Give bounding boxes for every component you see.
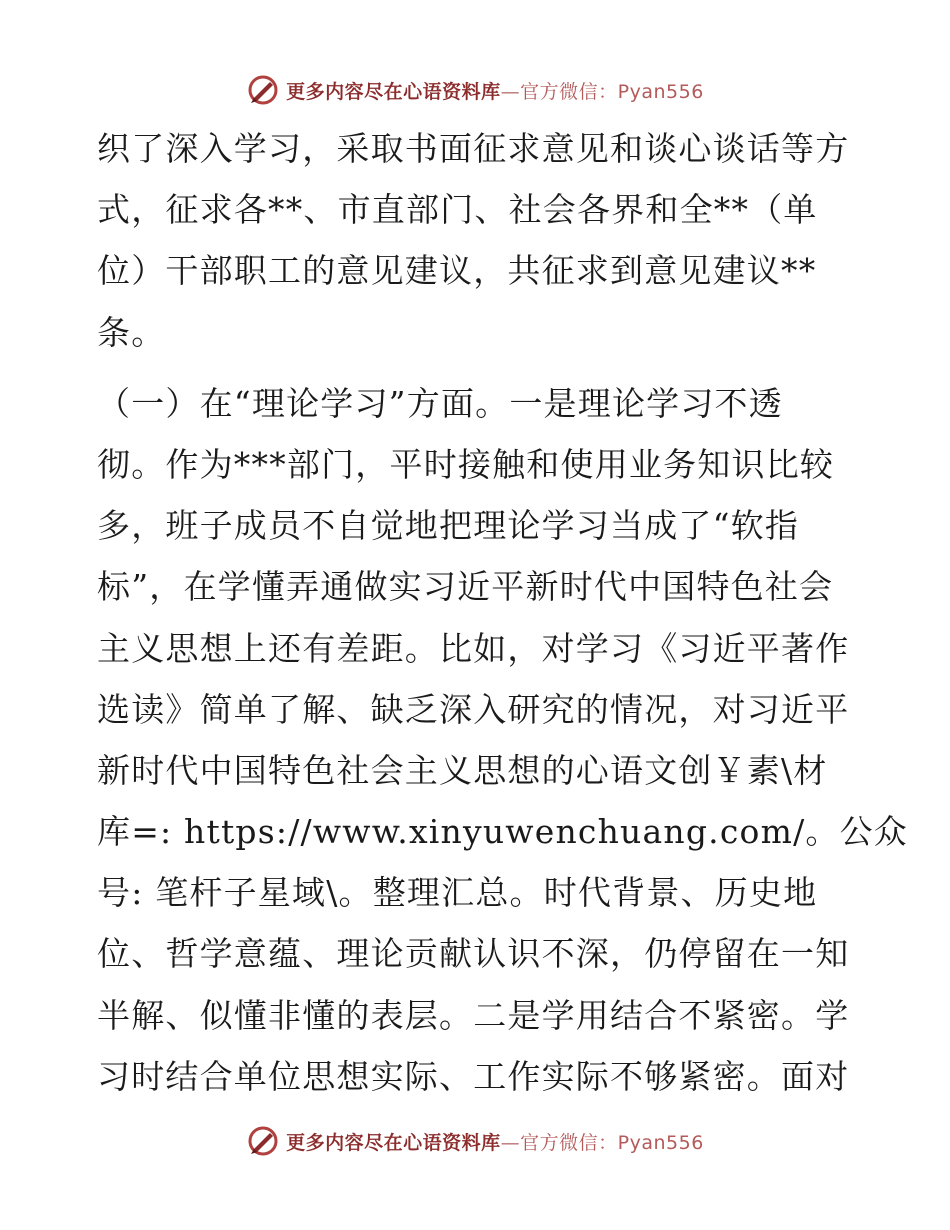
paragraph-2 (97, 373, 908, 1107)
text-line: 新时代中国特色社会主义思想的心语文创￥素\材 (97, 750, 828, 790)
footer-watermark-banner (0, 1121, 950, 1161)
text-line: （一）在“理论学习”方面。一是理论学习不透 (97, 383, 783, 423)
text-line: 号: 笔杆子星域\。整理汇总。时代背景、历史地 (97, 873, 818, 913)
banner-dash: — (500, 1131, 521, 1154)
text-line: 主义思想上还有差距。比如，对学习《习近平著作 (97, 628, 850, 668)
banner-text (286, 77, 704, 104)
text-line: 库=: https://www.xinyuwenchuang.com/。公众 (97, 812, 908, 852)
text-line: 位）干部职工的意见建议，共征求到意见建议** (97, 251, 817, 291)
document-body (97, 118, 908, 1107)
text-line: 选读》简单了解、缺乏深入研究的情况，对习近平 (97, 689, 850, 729)
text-line: 多，班子成员不自觉地把理论学习当成了“软指 (97, 506, 800, 546)
text-line: 标”，在学懂弄通做实习近平新时代中国特色社会 (97, 567, 834, 607)
text-line: 习时结合单位思想实际、工作实际不够紧密。面对 (97, 1056, 850, 1096)
banner-sub-text: 官方微信：Pyan556 (520, 80, 704, 103)
text-line: 条。 (97, 312, 166, 352)
banner-main-text: 更多内容尽在心语资料库 (286, 1131, 501, 1154)
banner-sub-text: 官方微信：Pyan556 (520, 1131, 704, 1154)
text-line: 式，征求各**、市直部门、社会各界和全**（单 (97, 190, 818, 230)
banner-dash: — (500, 80, 521, 103)
text-line: 彻。作为***部门，平时接触和使用业务知识比较 (97, 444, 835, 484)
text-line: 位、哲学意蕴、理论贡献认识不深，仍停留在一知 (97, 934, 850, 974)
pen-logo-icon (246, 1124, 280, 1158)
header-watermark-banner (0, 70, 950, 110)
paragraph-1 (97, 118, 857, 363)
text-line: 半解、似懂非懂的表层。二是学用结合不紧密。学 (97, 995, 850, 1035)
text-line: 织了深入学习，采取书面征求意见和谈心谈话等方 (97, 129, 850, 168)
pen-logo-icon (246, 73, 280, 107)
banner-main-text: 更多内容尽在心语资料库 (286, 80, 501, 103)
banner-text (286, 1128, 704, 1155)
